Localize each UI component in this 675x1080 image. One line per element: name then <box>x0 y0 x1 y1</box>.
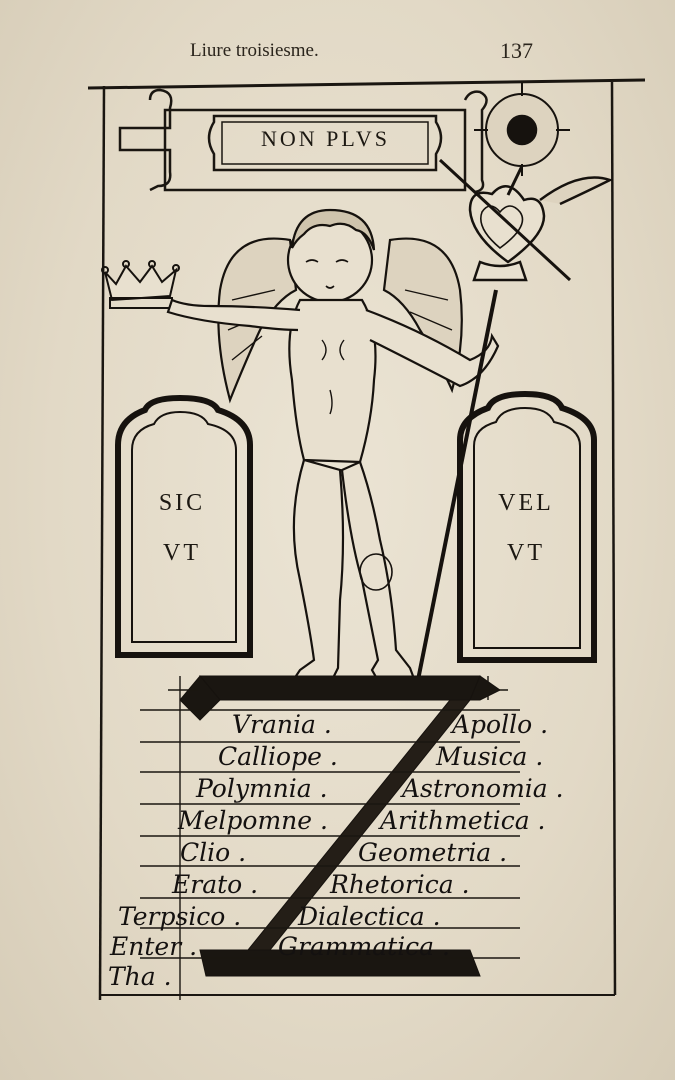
crown-icon <box>102 261 179 308</box>
muse-label: Erato . <box>172 870 259 899</box>
right-tablet <box>460 394 594 660</box>
page-number: 137 <box>500 38 533 63</box>
winged-cupid-figure <box>168 210 498 684</box>
motto-text: NON PLVS <box>261 126 390 151</box>
art-label: Grammatica . <box>278 932 450 961</box>
right-tablet-line2: VT <box>507 540 545 566</box>
right-tablet-line1: VEL <box>498 490 554 516</box>
running-head: Liure troisiesme. <box>190 40 319 61</box>
art-label: Rhetorica . <box>330 870 470 899</box>
muse-label: Enter . <box>110 932 198 961</box>
muse-label: Clio . <box>180 838 247 867</box>
art-label: Musica . <box>436 742 544 771</box>
art-label: Astronomia . <box>402 774 564 803</box>
muse-label: Vrania . <box>232 710 332 739</box>
muse-label: Calliope . <box>218 742 338 771</box>
left-tablet-line2: VT <box>163 540 201 566</box>
muse-label: Tha . <box>108 962 172 991</box>
muse-label: Terpsico . <box>118 902 242 931</box>
muse-label: Polymnia . <box>196 774 328 803</box>
art-label: Geometria . <box>358 838 508 867</box>
muse-label: Melpomne . <box>178 806 328 835</box>
left-tablet-line1: SIC <box>158 490 206 516</box>
art-label: Arithmetica . <box>380 806 546 835</box>
art-label: Apollo . <box>452 710 549 739</box>
left-tablet <box>118 398 250 655</box>
art-label: Dialectica . <box>298 902 441 931</box>
